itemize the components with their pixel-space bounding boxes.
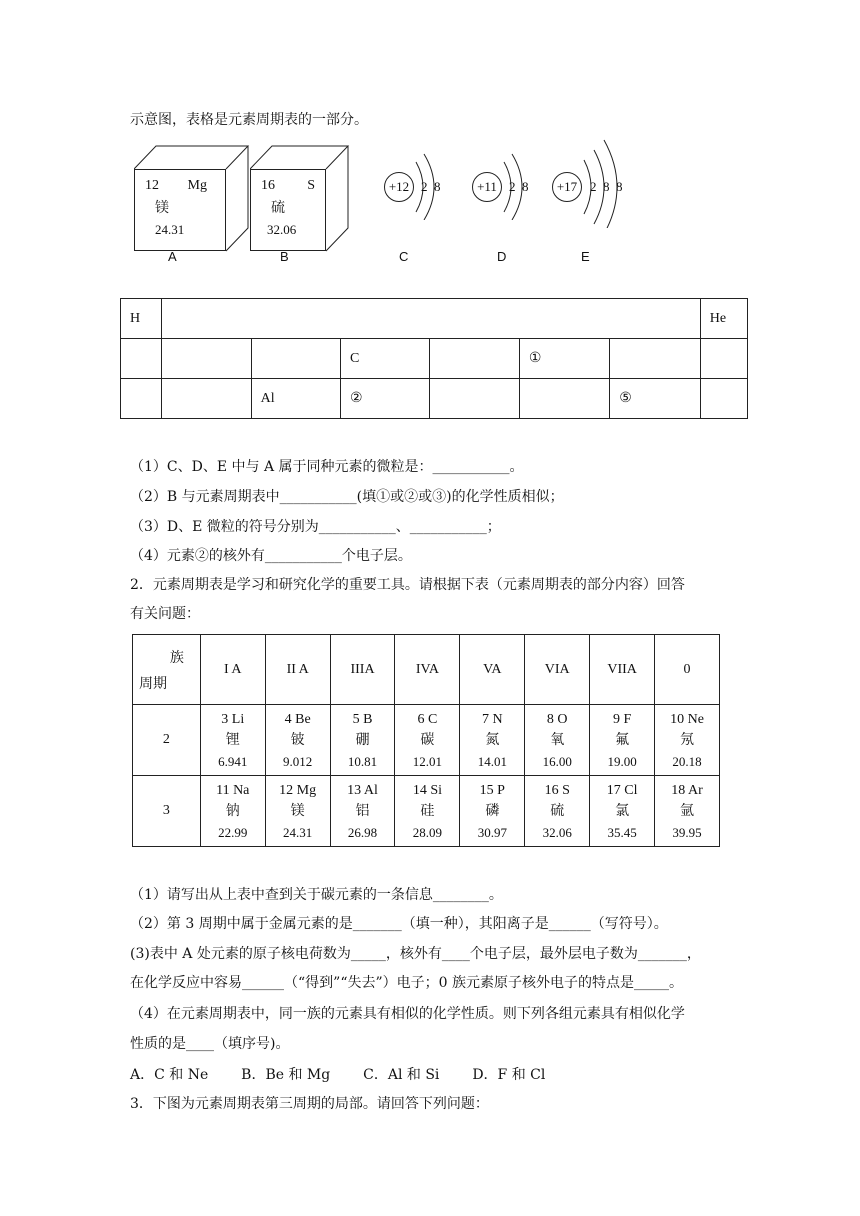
element-name: 硫: [271, 200, 285, 216]
element-number-symbol: 18 Ar: [671, 782, 703, 798]
table-cell: [519, 379, 609, 419]
group-header: VIA: [525, 635, 590, 705]
table-cell: [700, 379, 747, 419]
element-cell: [655, 776, 720, 847]
period-label: 3: [133, 776, 201, 847]
label-e: E: [581, 249, 590, 264]
period-row: [133, 705, 720, 776]
corner-period-label: 周期: [139, 677, 167, 692]
shell-electrons: 2: [509, 179, 516, 194]
period-row: [133, 776, 720, 847]
corner-group-label: 族: [169, 651, 184, 666]
element-name: 钠: [225, 803, 240, 819]
element-name: 硼: [355, 732, 370, 748]
q2-part-4: （4）在元素周期表中，同一族的元素具有相似的化学性质。则下列各组元素具有相似化学: [130, 1006, 685, 1022]
label-d: D: [497, 249, 507, 264]
table-cell: ①: [519, 339, 609, 379]
element-name: 碳: [420, 732, 435, 748]
atomic-number: 16: [261, 178, 275, 193]
element-name: 氧: [550, 732, 565, 748]
group-header: I A: [200, 635, 265, 705]
element-mass: 19.00: [607, 753, 637, 769]
element-cell: [525, 705, 590, 776]
q1-part-3: （3）D、E 微粒的符号分别为___________、___________；: [130, 519, 501, 535]
element-card-mg: [134, 145, 254, 255]
q2-part-2: （2）第 3 周期中属于金属元素的是_______（填一种），其阳离子是______（写符号）。: [130, 916, 668, 932]
element-mass: 26.98: [347, 824, 378, 840]
element-mass: 14.01: [477, 753, 507, 769]
table-cell: C: [341, 339, 430, 379]
intro-text: 示意图，表格是元素周期表的一部分。: [130, 112, 368, 128]
element-mass: 30.97: [477, 824, 507, 840]
element-mass: 22.99: [218, 824, 248, 840]
table-cell: [251, 339, 340, 379]
table-cell: Al: [251, 379, 340, 419]
element-mass: 32.06: [542, 824, 572, 840]
option-a: A．C 和 Ne: [130, 1067, 209, 1083]
element-cell: [265, 705, 330, 776]
group-header: VIIA: [590, 635, 655, 705]
q2-part-1: （1）请写出从上表中查到关于碳元素的一条信息________。: [130, 887, 503, 903]
group-header: II A: [265, 635, 330, 705]
element-number-symbol: 8 O: [546, 711, 568, 727]
element-name: 氩: [680, 803, 695, 819]
element-cell: [200, 776, 265, 847]
element-cell: [330, 705, 395, 776]
element-number-symbol: 3 Li: [221, 711, 245, 727]
element-mass: 39.95: [672, 824, 702, 840]
element-number-symbol: 9 F: [612, 711, 632, 727]
option-b: B．Be 和 Mg: [241, 1067, 331, 1083]
nucleus: +12: [384, 172, 414, 202]
element-mass: 24.31: [283, 824, 313, 840]
answer-options: [130, 1064, 545, 1084]
element-cell: [525, 776, 590, 847]
label-a: A: [168, 249, 177, 264]
q2-intro-line2: 有关问题：: [130, 606, 200, 622]
element-mass: 6.941: [218, 753, 248, 769]
element-number-symbol: 4 Be: [284, 711, 311, 727]
element-symbol: Mg: [187, 178, 207, 193]
table-cell: [162, 339, 251, 379]
table-cell: [121, 339, 162, 379]
atom-diagram-e: [552, 172, 642, 222]
element-cell: [395, 705, 460, 776]
table-row: [121, 379, 748, 419]
option-d: D．F 和 Cl: [472, 1067, 546, 1083]
element-cell: [590, 776, 655, 847]
element-name: 磷: [485, 803, 500, 819]
element-cell: [590, 705, 655, 776]
cell-empty: [162, 299, 701, 339]
element-name: 氯: [615, 803, 630, 819]
shell-electrons: 8: [616, 179, 623, 194]
table-cell: [121, 379, 162, 419]
element-mass: 9.012: [283, 753, 313, 769]
period-label: 2: [133, 705, 201, 776]
atomic-number: 12: [145, 178, 159, 193]
element-cell: [265, 776, 330, 847]
element-number-symbol: 5 B: [352, 711, 373, 727]
group-header-row: [133, 635, 720, 705]
label-c: C: [399, 249, 409, 264]
table-cell: ⑤: [610, 379, 700, 419]
element-name: 氮: [485, 732, 500, 748]
shell-electrons: 2: [590, 179, 597, 194]
shell-electrons: 8: [522, 179, 529, 194]
q1-part-1: （1）C、D、E 中与 A 属于同种元素的微粒是：___________。: [130, 459, 524, 475]
element-name: 铍: [290, 732, 305, 748]
element-mass: 28.09: [412, 824, 443, 840]
element-number-symbol: 12 Mg: [279, 782, 317, 798]
element-cell: [200, 705, 265, 776]
element-name: 氖: [680, 732, 695, 748]
atomic-mass: 32.06: [267, 222, 297, 237]
q2-part-3-cont: 在化学反应中容易______（“得到”“失去”）电子；0 族元素原子核外电子的特点是_____。: [130, 975, 683, 991]
element-name: 镁: [155, 200, 169, 216]
table-cell: [430, 379, 519, 419]
nucleus: +11: [472, 172, 502, 202]
element-number-symbol: 10 Ne: [670, 711, 704, 727]
q1-part-2: （2）B 与元素周期表中___________(填①或②或③)的化学性质相似；: [130, 489, 564, 505]
element-mass: 35.45: [607, 824, 637, 840]
option-c: C．Al 和 Si: [363, 1067, 440, 1083]
table-cell: [162, 379, 251, 419]
q3-intro: 3．下图为元素周期表第三周期的局部。请回答下列问题：: [130, 1096, 489, 1112]
element-number-symbol: 6 C: [417, 711, 438, 727]
element-mass: 10.81: [347, 753, 378, 769]
table-row: [121, 299, 748, 339]
element-name: 硅: [420, 803, 435, 819]
shell-electrons: 8: [603, 179, 610, 194]
periodic-table-fragment: [120, 298, 748, 419]
group-header: IVA: [395, 635, 460, 705]
element-number-symbol: 17 Cl: [606, 782, 638, 798]
element-cell: [330, 776, 395, 847]
nucleus: +17: [552, 172, 582, 202]
q2-part-4-cont: 性质的是____（填序号)。: [130, 1036, 290, 1052]
element-card-s: [250, 145, 370, 255]
q1-part-4: （4）元素②的核外有___________个电子层。: [130, 548, 412, 564]
element-name: 硫: [550, 803, 565, 819]
element-name: 氟: [615, 732, 630, 748]
atom-diagram-d: [472, 172, 532, 222]
element-name: 铝: [355, 803, 370, 819]
table-cell: ②: [341, 379, 430, 419]
group-header: IIIA: [330, 635, 395, 705]
element-number-symbol: 15 P: [479, 782, 505, 798]
q2-intro-line1: 2．元素周期表是学习和研究化学的重要工具。请根据下表（元素周期表的部分内容）回答: [130, 577, 685, 593]
element-number-symbol: 14 Si: [412, 782, 443, 798]
atomic-mass: 24.31: [155, 222, 185, 237]
table-cell: [700, 339, 747, 379]
group-header: 0: [655, 635, 720, 705]
shell-electrons: 8: [434, 179, 441, 194]
element-cell: [460, 705, 525, 776]
element-mass: 12.01: [412, 753, 443, 769]
corner-cell: [133, 635, 201, 705]
label-b: B: [280, 249, 289, 264]
periodic-table-periods-2-3: [132, 634, 720, 847]
cell-h: H: [121, 299, 162, 339]
element-number-symbol: 13 Al: [347, 782, 378, 798]
element-mass: 16.00: [542, 753, 572, 769]
group-header: VA: [460, 635, 525, 705]
table-row: [121, 339, 748, 379]
element-mass: 20.18: [672, 753, 702, 769]
element-cell: [395, 776, 460, 847]
q2-part-3: (3)表中 A 处元素的原子核电荷数为_____，核外有____个电子层，最外层电子数为_______，: [130, 946, 701, 962]
element-number-symbol: 11 Na: [216, 782, 250, 798]
element-number-symbol: 16 S: [544, 782, 570, 798]
element-name: 镁: [290, 803, 305, 819]
element-number-symbol: 7 N: [482, 711, 503, 727]
element-cell: [460, 776, 525, 847]
element-symbol: S: [307, 178, 315, 193]
shell-electrons: 2: [421, 179, 428, 194]
table-cell: [430, 339, 519, 379]
cell-he: He: [700, 299, 747, 339]
element-cell: [655, 705, 720, 776]
element-name: 锂: [225, 732, 240, 748]
atom-diagram-c: [384, 172, 444, 222]
table-cell: [610, 339, 700, 379]
